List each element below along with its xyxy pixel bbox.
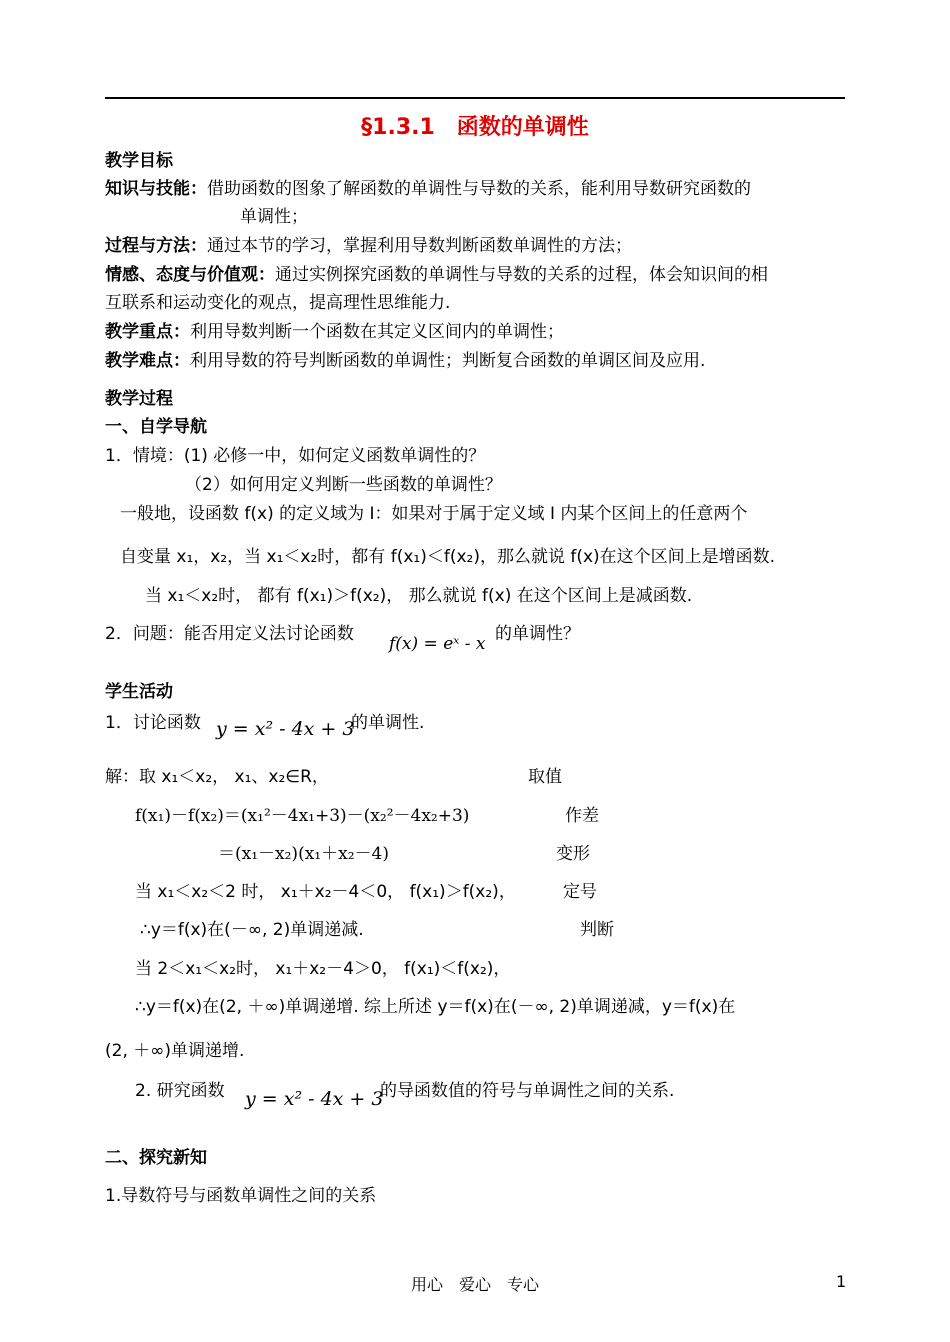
process-label: 过程与方法： bbox=[105, 236, 207, 256]
solution-note-2: 作差 bbox=[565, 806, 599, 826]
page-title: §1.3.1 函数的单调性 bbox=[361, 115, 589, 140]
definition-line-2: 自变量 x₁，x₂，当 x₁＜x₂时，都有 f(x₁)＜f(x₂)，那么就说 f(x)在这个区间上是增函数. bbox=[120, 547, 776, 567]
knowledge-cont: 单调性； bbox=[240, 207, 308, 227]
objectives-heading: 教学目标 bbox=[105, 151, 173, 171]
student-activity-heading: 学生活动 bbox=[105, 682, 173, 702]
activity-1-text: 1．讨论函数 bbox=[105, 713, 201, 733]
solution-line-2: f(x₁)－f(x₂)＝(x₁²－4x₁+3)－(x₂²－4x₂+3) bbox=[135, 806, 470, 826]
solution-line-4: 当 x₁＜x₂＜2 时， x₁＋x₂－4＜0， f(x₁)＞f(x₂)， bbox=[135, 882, 516, 902]
solution-line-3: ＝(x₁－x₂)(x₁＋x₂－4) bbox=[218, 844, 389, 864]
emotion-line bbox=[105, 260, 768, 285]
question-2-text: 2．问题：能否用定义法讨论函数 bbox=[105, 624, 354, 644]
definition-line-1: 一般地，设函数 f(x) 的定义域为 I：如果对于属于定义域 I 内某个区间上的任意两个 bbox=[120, 504, 748, 524]
definition-line-3: 当 x₁＜x₂时， 都有 f(x₁)＞f(x₂)， 那么就说 f(x) 在这个区间上是减函数. bbox=[145, 586, 693, 606]
activity-2-tail: 的导函数值的符号与单调性之间的关系. bbox=[380, 1081, 675, 1101]
activity-1-formula: y = x² - 4x + 3 bbox=[216, 718, 355, 740]
difficulty-label: 教学难点： bbox=[105, 351, 190, 371]
difficulty-line bbox=[105, 346, 705, 371]
page-number: 1 bbox=[836, 1272, 847, 1291]
knowledge-line bbox=[105, 174, 751, 199]
header-rule bbox=[105, 97, 845, 99]
knowledge-label: 知识与技能： bbox=[105, 179, 207, 199]
question-2-tail: 的单调性？ bbox=[495, 624, 580, 644]
key-line bbox=[105, 317, 564, 342]
section-1-heading: 一、自学导航 bbox=[105, 417, 207, 437]
solution-line-5: ∴y＝f(x)在(－∞, 2)单调递减. bbox=[140, 920, 364, 940]
footer-motto: 用心 爱心 专心 bbox=[410, 1275, 539, 1294]
solution-line-1: 解：取 x₁＜x₂， x₁、x₂∈R， bbox=[105, 767, 329, 787]
knowledge-text: 借助函数的图象了解函数的单调性与导数的关系，能利用导数研究函数的 bbox=[207, 179, 751, 199]
solution-note-3: 变形 bbox=[556, 844, 590, 864]
solution-note-4: 定号 bbox=[563, 882, 597, 902]
solution-line-6: 当 2＜x₁＜x₂时， x₁＋x₂－4＞0， f(x₁)＜f(x₂)， bbox=[135, 959, 511, 979]
emotion-text: 通过实例探究函数的单调性与导数的关系的过程，体会知识间的相 bbox=[275, 265, 768, 285]
section-2-heading: 二、探究新知 bbox=[105, 1148, 207, 1168]
activity-2-formula: y = x² - 4x + 3 bbox=[245, 1088, 384, 1110]
situation-2: （2）如何用定义判断一些函数的单调性？ bbox=[185, 475, 502, 495]
question-2-formula: f(x) = eˣ - x bbox=[389, 634, 486, 654]
activity-1-tail: 的单调性. bbox=[351, 713, 425, 733]
situation-1: 1．情境：(1) 必修一中，如何定义函数单调性的？ bbox=[105, 446, 486, 466]
difficulty-text: 利用导数的符号判断函数的单调性；判断复合函数的单调区间及应用. bbox=[190, 351, 706, 371]
process-heading: 教学过程 bbox=[105, 389, 173, 409]
emotion-cont: 互联系和运动变化的观点，提高理性思维能力. bbox=[105, 293, 451, 313]
emotion-label: 情感、态度与价值观： bbox=[105, 265, 275, 285]
process-line bbox=[105, 231, 632, 256]
key-label: 教学重点： bbox=[105, 322, 190, 342]
solution-note-5: 判断 bbox=[580, 920, 614, 940]
solution-note-1: 取值 bbox=[528, 767, 562, 787]
new-knowledge-1: 1.导数符号与函数单调性之间的关系 bbox=[105, 1186, 377, 1206]
activity-2-text: 2. 研究函数 bbox=[135, 1081, 225, 1101]
solution-line-7: ∴y＝f(x)在(2, ＋∞)单调递增. 综上所述 y＝f(x)在(－∞, 2)单调递减，y＝f(x)在 bbox=[135, 997, 736, 1017]
process-text: 通过本节的学习，掌握利用导数判断函数单调性的方法； bbox=[207, 236, 632, 256]
solution-line-8: (2, ＋∞)单调递增. bbox=[105, 1041, 245, 1061]
key-text: 利用导数判断一个函数在其定义区间内的单调性； bbox=[190, 322, 564, 342]
